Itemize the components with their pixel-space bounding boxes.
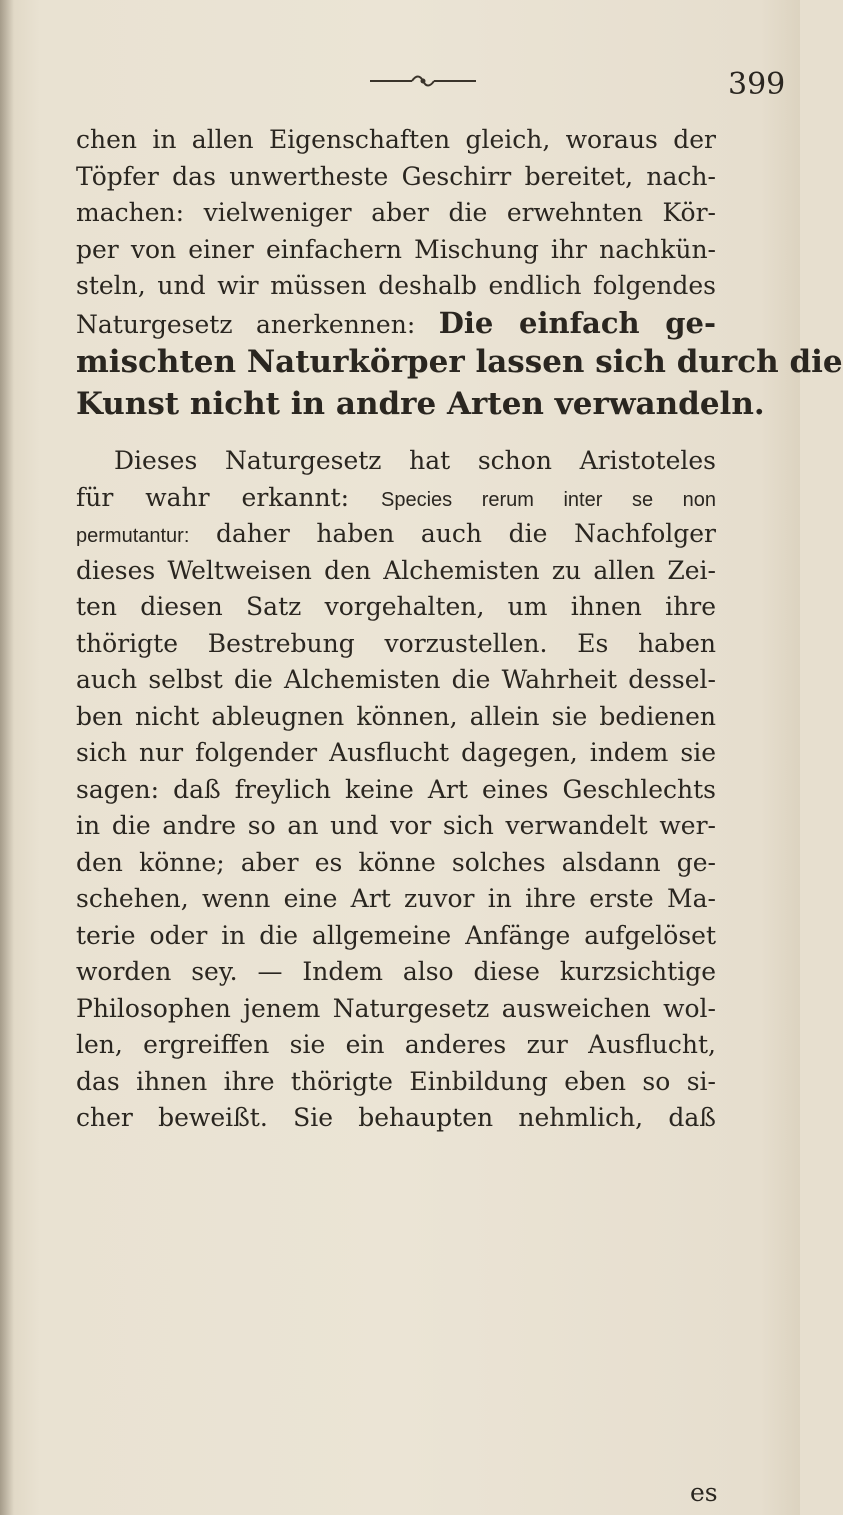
text-line: Töpfer das unwertheste Geschirr bereitet, nach- (76, 161, 716, 191)
gutter-shadow (0, 0, 14, 1515)
text-line: sagen: daß freylich keine Art eines Geschlechts (76, 774, 716, 804)
text-line: worden sey. — Indem also diese kurzsichtige (76, 957, 716, 986)
text-line (76, 305, 716, 342)
text-line: in die andre so an und vor sich verwandelt wer- (76, 811, 716, 840)
text-line: das ihnen ihre thörigte Einbildung eben so si- (76, 1066, 716, 1096)
text-line: dieses Weltweisen den Alchemisten zu allen Zei- (76, 555, 716, 585)
text-line: schehen, wenn eine Art zuvor in ihre erste Ma- (76, 884, 716, 913)
text-line: ten diesen Satz vorgehalten, um ihnen ihre (76, 592, 716, 621)
text-line: machen: vielweniger aber die erwehnten Kör- (76, 198, 716, 227)
body-text (76, 122, 843, 1137)
emphasized-law-start: Die einfach ge- (438, 305, 717, 340)
page-number: 399 (728, 67, 786, 102)
catchword: es (690, 1478, 718, 1507)
text-line: cher beweißt. Sie behaupten nehmlich, daß (76, 1103, 716, 1132)
emphasized-law-line: mischten Naturkörper lassen sich durch die (76, 344, 843, 380)
text-line: Dieses Naturgesetz hat schon Aristoteles (114, 446, 716, 475)
text-line: den könne; aber es könne solches alsdann ge- (76, 847, 716, 877)
printer-ornament-icon (368, 74, 478, 88)
text-line (76, 516, 716, 553)
text-segment: für wahr erkannt: (76, 482, 350, 512)
text-line: sich nur folgender Ausflucht dagegen, indem sie (76, 738, 716, 767)
text-segment: daher haben auch die Nachfolger (216, 519, 716, 548)
text-line: steln, und wir müssen deshalb endlich folgendes (76, 271, 716, 300)
text-line: chen in allen Eigenschaften gleich, woraus der (76, 125, 716, 154)
text-line: ben nicht ableugnen können, allein sie bedienen (76, 701, 716, 731)
text-line: per von einer einfachern Mischung ihr nachkün- (76, 234, 716, 264)
text-line: Philosophen jenem Naturgesetz ausweichen wol- (76, 993, 716, 1023)
text-line (76, 480, 716, 517)
text-line: terie oder in die allgemeine Anfänge aufgelöset (76, 920, 716, 950)
paragraph (76, 443, 716, 1137)
emphasized-law-line: Kunst nicht in andre Arten verwandeln. (76, 386, 765, 422)
text-line: auch selbst die Alchemisten die Wahrheit dessel- (76, 665, 716, 694)
text-line: thörigte Bestrebung vorzustellen. Es haben (76, 628, 716, 658)
latin-quote: Species rerum inter se non (380, 488, 716, 511)
latin-quote: permutantur: (76, 525, 190, 547)
text-segment: Naturgesetz anerkennen: (76, 309, 416, 339)
text-line: len, ergreiffen sie ein anderes zur Ausflucht, (76, 1030, 716, 1059)
